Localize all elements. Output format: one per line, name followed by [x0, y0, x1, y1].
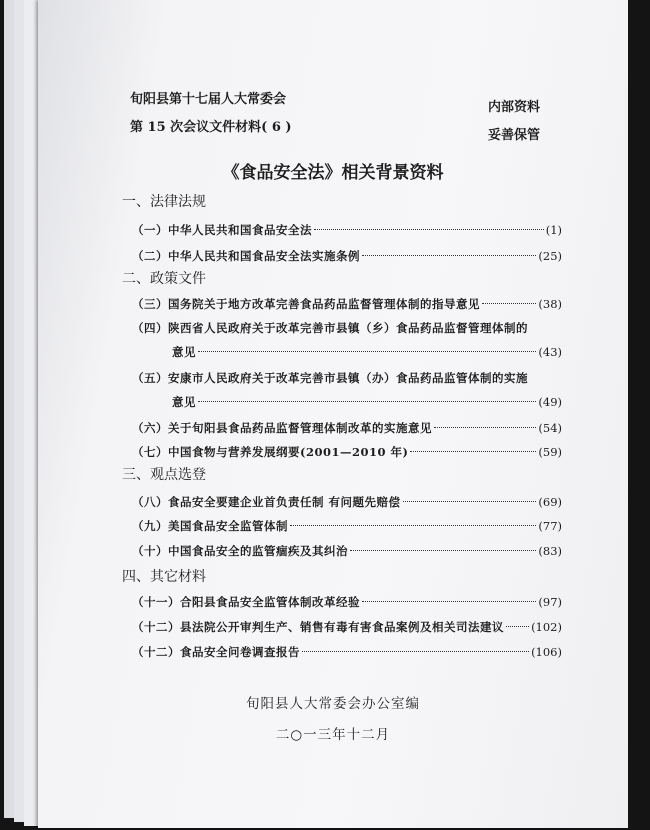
page-number: (77) [538, 519, 562, 533]
toc-entry [132, 594, 562, 610]
entry-title: 食品安全问卷调查报告 [180, 645, 300, 659]
dot-leader [198, 351, 536, 352]
page-number: (102) [531, 620, 562, 634]
page-number: (49) [538, 395, 562, 409]
dot-leader [482, 303, 536, 304]
entry-number: （二） [132, 249, 168, 263]
toc-entry [132, 518, 562, 534]
document-page [38, 0, 628, 828]
entry-number: （九） [132, 519, 168, 533]
page-number: (43) [538, 345, 562, 359]
entry-title: 国务院关于地方改革完善食品药品监督管理体制的指导意见 [168, 297, 480, 311]
toc-entry [132, 420, 562, 436]
entry-number: （一） [132, 223, 168, 237]
dot-leader [506, 626, 529, 627]
entry-title-continued: 意见 [172, 345, 196, 359]
entry-title: 中国食物与营养发展纲要(2001—2010 年) [168, 445, 409, 459]
entry-title-continued: 意见 [172, 395, 196, 409]
editor-line: 旬阳县人大常委会办公室编 [246, 696, 420, 712]
dot-leader [410, 451, 536, 452]
toc-entry [132, 619, 562, 635]
entry-number: （十二） [132, 620, 180, 634]
page-number: (106) [531, 645, 562, 659]
page-number: (69) [538, 495, 562, 509]
classification-note [488, 94, 540, 150]
page-number: (25) [538, 249, 562, 263]
committee-line: 旬阳县第十七届人大常委会 [130, 92, 287, 107]
toc-entry [132, 222, 562, 238]
entry-title: 美国食品安全监管体制 [168, 519, 288, 533]
session-line: 第 15 次会议文件材料( 6 ) [130, 120, 292, 135]
dot-leader [362, 601, 536, 602]
section-heading: 二、政策文件 [122, 271, 206, 287]
section-heading: 三、观点选登 [122, 467, 206, 483]
entry-title: 县法院公开审判生产、销售有毒有害食品案例及相关司法建议 [180, 620, 504, 634]
document-header [130, 86, 292, 142]
entry-number: （十一） [132, 595, 180, 609]
dot-leader [362, 255, 536, 256]
entry-number: （七） [132, 445, 168, 459]
entry-title: 中华人民共和国食品安全法 [168, 223, 312, 237]
entry-title: 关于旬阳县食品药品监督管理体制改革的实施意见 [168, 421, 432, 435]
page-number: (59) [538, 445, 562, 459]
entry-number: （十） [132, 544, 168, 558]
entry-number: （十二） [132, 645, 180, 659]
toc-entry [132, 444, 562, 460]
internal-label: 内部资料 [488, 100, 541, 115]
toc-entry [132, 644, 562, 660]
entry-number: （六） [132, 421, 168, 435]
dot-leader [198, 401, 536, 402]
entry-title: 安康市人民政府关于改革完善市县镇（办）食品药品监管体制的实施 [168, 371, 528, 385]
entry-title: 合阳县食品安全监管体制改革经验 [180, 595, 360, 609]
page-number: (1) [545, 223, 562, 237]
dot-leader [314, 229, 544, 230]
toc-entry [132, 543, 562, 559]
section-heading: 四、其它材料 [122, 569, 206, 585]
dot-leader [290, 525, 536, 526]
page-title: 《食品安全法》相关背景资料 [222, 163, 444, 183]
entry-title: 中华人民共和国食品安全法实施条例 [168, 249, 360, 263]
entry-number: （五） [132, 371, 168, 385]
dot-leader [434, 427, 536, 428]
entry-number: （四） [132, 321, 168, 335]
page-number: (38) [538, 297, 562, 311]
entry-title: 陕西省人民政府关于改革完善市县镇（乡）食品药品监督管理体制的 [168, 321, 528, 335]
date-line: 二○一三年十二月 [275, 727, 391, 743]
toc-entry [132, 296, 562, 312]
toc-entry [132, 248, 562, 264]
entry-number: （八） [132, 495, 168, 509]
dot-leader [350, 550, 536, 551]
page-number: (97) [538, 595, 562, 609]
toc-entry [132, 370, 562, 410]
dot-leader [302, 651, 529, 652]
entry-title: 食品安全要建企业首负责任制 有问题先赔偿 [168, 495, 401, 509]
toc-entry [132, 494, 562, 510]
entry-number: （三） [132, 297, 168, 311]
entry-title: 中国食品安全的监管痼疾及其纠治 [168, 544, 348, 558]
dot-leader [403, 501, 537, 502]
page-number: (83) [538, 544, 562, 558]
toc-entry [132, 320, 562, 360]
page-number: (54) [538, 421, 562, 435]
section-heading: 一、法律法规 [122, 194, 206, 210]
safekeeping-label: 妥善保管 [488, 128, 541, 143]
